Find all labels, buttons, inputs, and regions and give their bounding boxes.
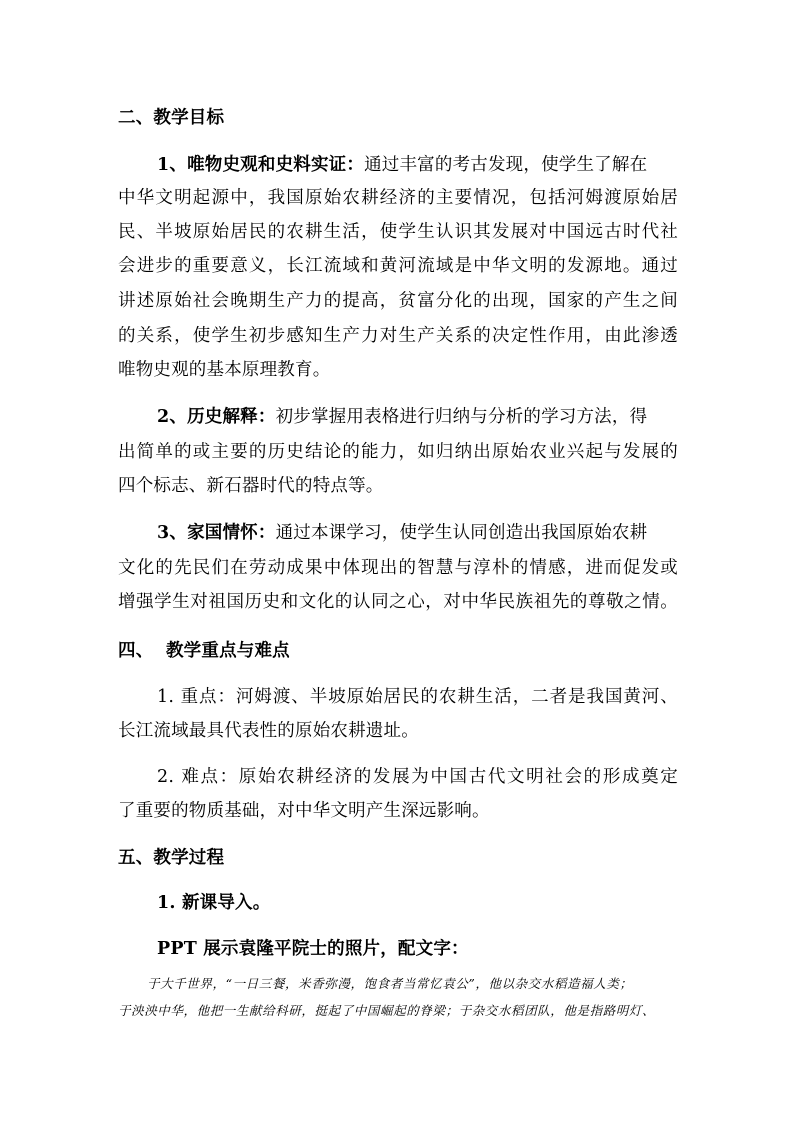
goal-3-line: 增强学生对祖国历史和文化的认同之心，对中华民族祖先的尊敬之情。 — [118, 592, 678, 612]
key-point-line: 1. 重点：河姆渡、半坡原始居民的农耕生活，二者是我国黄河、 — [157, 687, 678, 707]
ppt-intro-line: PPT 展示袁隆平院士的照片，配文字： — [157, 939, 469, 959]
difficult-point-line: 了重要的物质基础，对中华文明产生深远影响。 — [118, 801, 490, 821]
goal-2-label: 2、历史解释： — [157, 407, 276, 427]
goal-1-line: 民、半坡原始居民的农耕生活，使学生认识其发展对中国远古时代社 — [118, 222, 678, 242]
quote-line: 于大千世界，“一日三餐，米香弥漫，饱食者当常忆袁公”，他以杂交水稻造福人类； — [147, 976, 633, 991]
goal-1-first-line — [157, 153, 647, 177]
goal-2-first-line — [157, 405, 647, 429]
goal-1-line: 会进步的重要意义，长江流域和黄河流域是中华文明的发源地。通过 — [118, 256, 678, 276]
goal-3-label: 3、家国情怀： — [157, 523, 276, 543]
goal-2-line: 出简单的或主要的历史结论的能力，如归纳出原始农业兴起与发展的 — [118, 442, 678, 462]
goal-3-text: 通过本课学习，使学生认同创造出我国原始农耕 — [275, 523, 648, 543]
goal-2-text: 初步掌握用表格进行归纳与分析的学习方法，得 — [275, 407, 648, 427]
step-new-lesson-intro: 1. 新课导入。 — [157, 893, 271, 913]
goal-1-text: 通过丰富的考古发现，使学生了解在 — [364, 155, 648, 175]
goal-3-line: 文化的先民们在劳动成果中体现出的智慧与淳朴的情感，进而促发或 — [118, 558, 678, 578]
quote-line: 于泱泱中华，他把一生献给科研，挺起了中国崛起的脊梁；于杂交水稻团队，他是指路明灯、 — [118, 1003, 656, 1018]
goal-1-line: 唯物史观的基本原理教育。 — [118, 360, 331, 380]
section-heading-teaching-goals: 二、教学目标 — [118, 108, 225, 128]
goal-1-line: 中华文明起源中，我国原始农耕经济的主要情况，包括河姆渡原始居 — [118, 188, 678, 208]
key-point-line: 长江流域最具代表性的原始农耕遗址。 — [118, 721, 419, 741]
goal-1-line: 的关系，使学生初步感知生产力对生产关系的决定性作用，由此渗透 — [118, 326, 678, 346]
goal-1-label: 1、唯物史观和史料实证： — [157, 155, 365, 175]
section-heading-teaching-process: 五、教学过程 — [118, 848, 225, 868]
section-heading-key-points: 四、 教学重点与难点 — [118, 641, 290, 661]
goal-3-first-line — [157, 521, 647, 545]
goal-2-line: 四个标志、新石器时代的特点等。 — [118, 476, 384, 496]
difficult-point-line: 2. 难点：原始农耕经济的发展为中国古代文明社会的形成奠定 — [157, 767, 678, 787]
goal-1-line: 讲述原始社会晚期生产力的提高，贫富分化的出现，国家的产生之间 — [118, 291, 678, 311]
